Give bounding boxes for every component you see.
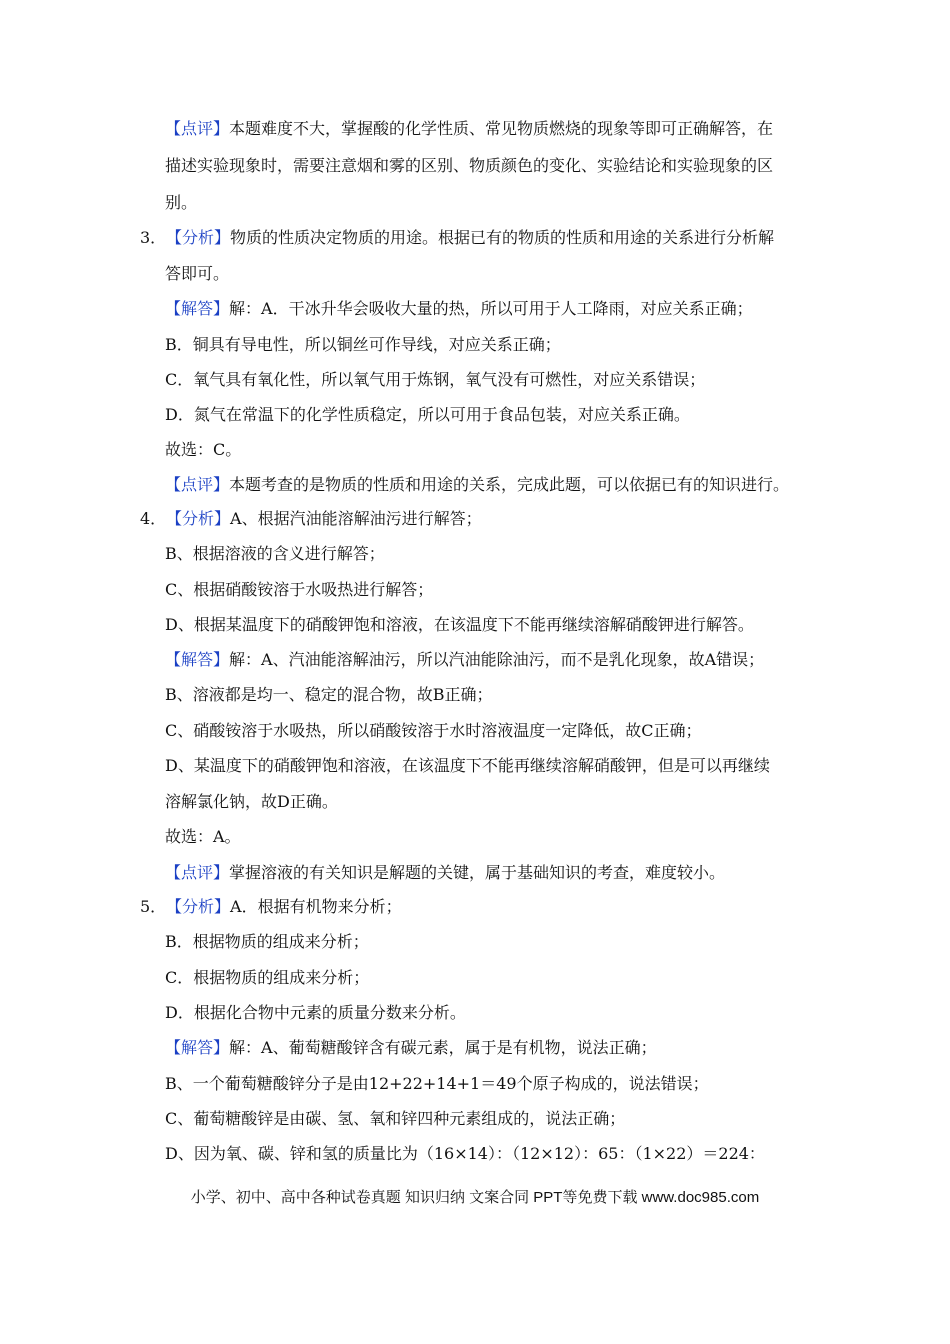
question-number: 5． <box>140 897 167 916</box>
section-line <box>165 119 773 139</box>
section-line <box>165 475 789 495</box>
text-line <box>165 193 197 213</box>
text-line <box>165 580 433 600</box>
line-text: 描述实验现象时，需要注意烟和雾的区别、物质颜色的变化、实验结论和实验现象的区 <box>165 156 774 175</box>
line-text: 掌握溶液的有关知识是解题的关键，属于基础知识的考查，难度较小。 <box>229 863 726 882</box>
section-tag: 【分析】 <box>166 897 231 916</box>
section-tag: 【分析】 <box>166 228 231 247</box>
section-tag: 【点评】 <box>165 119 230 138</box>
section-tag: 【点评】 <box>165 863 230 882</box>
line-text: C、硝酸铵溶于水吸热，所以硝酸铵溶于水时溶液温度一定降低，故C正确； <box>165 721 702 740</box>
line-text: D．根据化合物中元素的质量分数来分析。 <box>165 1003 466 1022</box>
line-text: 解：A、葡萄糖酸锌含有碳元素，属于是有机物，说法正确； <box>229 1038 657 1057</box>
text-line <box>165 440 241 460</box>
question-line <box>140 228 774 248</box>
line-text: C．氧气具有氧化性，所以氧气用于炼钢，氧气没有可燃性，对应关系错误； <box>165 370 706 389</box>
text-line <box>165 1003 466 1023</box>
text-line <box>165 827 241 847</box>
line-text: D、某温度下的硝酸钾饱和溶液，在该温度下不能再继续溶解硝酸钾，但是可以再继续 <box>165 756 770 775</box>
question-number: 4． <box>140 509 167 528</box>
line-text: D、根据某温度下的硝酸钾饱和溶液，在该温度下不能再继续溶解硝酸钾进行解答。 <box>165 615 754 634</box>
text-line <box>165 615 754 635</box>
line-text: C、根据硝酸铵溶于水吸热进行解答； <box>165 580 434 599</box>
line-text: 溶解氯化钠，故D正确。 <box>165 792 338 811</box>
line-text: 本题考查的是物质的性质和用途的关系，完成此题，可以依据已有的知识进行。 <box>229 475 790 494</box>
text-line <box>165 335 561 355</box>
section-tag: 【解答】 <box>165 1038 230 1057</box>
section-tag: 【点评】 <box>165 475 230 494</box>
text-line <box>165 370 705 390</box>
text-line <box>165 932 369 952</box>
section-line <box>165 1038 657 1058</box>
line-text: 别。 <box>165 193 198 212</box>
text-line <box>165 685 493 705</box>
line-text: 物质的性质决定物质的用途。根据已有的物质的性质和用途的关系进行分析解 <box>230 228 775 247</box>
line-text: A、根据汽油能溶解油污进行解答； <box>230 509 482 528</box>
line-text: A．根据有机物来分析； <box>230 897 402 916</box>
text-line <box>165 544 385 564</box>
section-tag: 【分析】 <box>166 509 231 528</box>
page-footer: 小学、初中、高中各种试卷真题 知识归纳 文案合同 PPT等免费下载 www.doc985.com <box>190 1189 760 1206</box>
line-text: C、葡萄糖酸锌是由碳、氢、氧和锌四种元素组成的，说法正确； <box>165 1109 626 1128</box>
question-line <box>140 897 402 917</box>
section-tag: 【解答】 <box>165 650 230 669</box>
text-line <box>165 1109 625 1129</box>
text-line <box>165 721 702 741</box>
section-line <box>165 863 725 883</box>
text-line <box>165 1074 709 1094</box>
line-text: B、一个葡萄糖酸锌分子是由12+22+14+1＝49个原子构成的，说法错误； <box>165 1074 709 1093</box>
line-text: D、因为氧、碳、锌和氢的质量比为（16×14）：（12×12）：65：（1×22）＝224： <box>165 1144 765 1163</box>
line-text: 答即可。 <box>165 264 230 283</box>
section-tag: 【解答】 <box>165 299 230 318</box>
line-text: D．氮气在常温下的化学性质稳定，所以可用于食品包装，对应关系正确。 <box>165 405 690 424</box>
line-text: C．根据物质的组成来分析； <box>165 968 370 987</box>
line-text: 故选：C。 <box>165 440 242 459</box>
text-line <box>165 156 773 176</box>
section-line <box>165 299 753 319</box>
line-text: B、根据溶液的含义进行解答； <box>165 544 385 563</box>
text-line <box>165 264 229 284</box>
text-line <box>165 405 690 425</box>
line-text: 本题难度不大，掌握酸的化学性质、常见物质燃烧的现象等即可正确解答，在 <box>229 119 774 138</box>
line-text: B．铜具有导电性，所以铜丝可作导线，对应关系正确； <box>165 335 561 354</box>
section-line <box>165 650 764 670</box>
line-text: 故选：A。 <box>165 827 241 846</box>
text-line <box>165 1144 765 1164</box>
text-line <box>165 792 338 812</box>
question-line <box>140 509 482 529</box>
line-text: B．根据物质的组成来分析； <box>165 932 369 951</box>
line-text: 解：A．干冰升华会吸收大量的热，所以可用于人工降雨，对应关系正确； <box>229 299 753 318</box>
line-text: B、溶液都是均一、稳定的混合物，故B正确； <box>165 685 493 704</box>
line-text: 解：A、汽油能溶解油污，所以汽油能除油污，而不是乳化现象，故A错误； <box>229 650 765 669</box>
text-line <box>165 756 770 776</box>
question-number: 3． <box>140 228 167 247</box>
text-line <box>165 968 369 988</box>
